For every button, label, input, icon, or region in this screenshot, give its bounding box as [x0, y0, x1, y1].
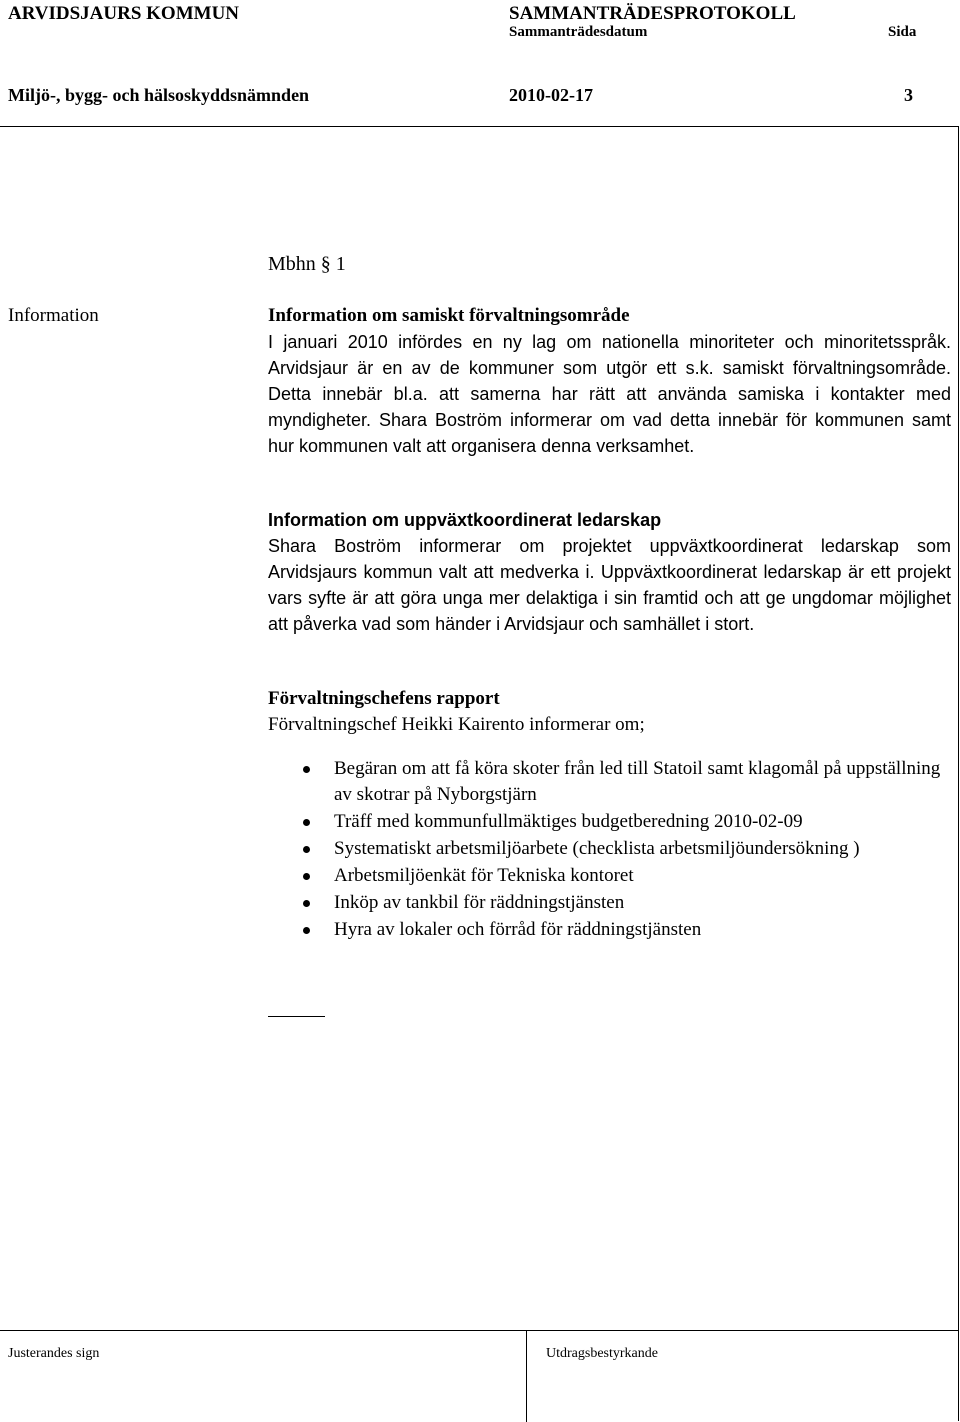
section-side-label: Information: [8, 305, 99, 326]
meeting-date-label: Sammanträdesdatum: [509, 24, 648, 40]
bullet-icon: [303, 873, 310, 880]
end-rule: [268, 1016, 325, 1017]
footer-divider: [526, 1330, 527, 1422]
signature-label: Justerandes sign: [8, 1346, 100, 1361]
bullet-icon: [303, 900, 310, 907]
meeting-date: 2010-02-17: [509, 85, 593, 105]
page-label: Sida: [888, 24, 917, 40]
bullet-icon: [303, 766, 310, 773]
municipality-name: ARVIDSJAURS KOMMUN: [8, 3, 240, 24]
list-item-text: Begäran om att få köra skoter från led till Statoil samt klagomål på uppställning av skotrar på Nyborgstjärn: [334, 758, 941, 805]
list-item: [268, 809, 958, 835]
list-item-text: Inköp av tankbil för räddningstjänsten: [334, 892, 625, 913]
item-rapport: [268, 686, 951, 738]
list-item: [268, 863, 958, 889]
certification-label: Utdragsbestyrkande: [546, 1346, 658, 1361]
list-item: [268, 756, 958, 808]
item-uppvaxt: [268, 507, 951, 637]
item-heading: Information om uppväxtkoordinerat ledarskap: [268, 510, 662, 530]
item-samiskt: [268, 303, 951, 459]
item-text: Förvaltningschef Heikki Kairento informerar om;: [268, 714, 645, 735]
list-item-text: Hyra av lokaler och förråd för räddningstjänsten: [334, 919, 702, 940]
list-item: [268, 917, 958, 943]
list-item-text: Arbetsmiljöenkät för Tekniska kontoret: [334, 865, 634, 886]
document-type: SAMMANTRÄDESPROTOKOLL: [509, 3, 796, 24]
bullet-icon: [303, 927, 310, 934]
footer-rule: [0, 1330, 959, 1331]
item-heading: Förvaltningschefens rapport: [268, 688, 500, 709]
item-heading: Information om samiskt förvaltningsområde: [268, 305, 630, 326]
list-item-text: Systematiskt arbetsmiljöarbete (checklista arbetsmiljöundersökning ): [334, 838, 860, 859]
list-item: [268, 890, 958, 916]
bullet-icon: [303, 819, 310, 826]
list-item: [268, 836, 958, 862]
bullet-icon: [303, 846, 310, 853]
committee-name: Miljö-, bygg- och hälsoskyddsnämnden: [8, 85, 310, 105]
paragraph-id: Mbhn § 1: [268, 253, 346, 275]
item-text: Shara Boström informerar om projektet uppväxtkoordinerat ledarskap som Arvidsjaurs kommun valt att medverka i. Uppväxtkoordinerat ledarskap är ett projekt vars syfte är att göra unga mer delaktiga i sin framtid och att ge ungdomar möjlighet att påverka vad som händer i Arvidsjaur och samhället i stort.: [268, 536, 951, 634]
page-number: 3: [904, 85, 913, 105]
list-item-text: Träff med kommunfullmäktiges budgetberedning 2010-02-09: [334, 811, 803, 832]
report-bullet-list: [268, 756, 958, 944]
item-text: I januari 2010 infördes en ny lag om nationella minoriteter och minoritetsspråk. Arvidsjaur är en av de kommuner som utgör ett s.k. samiskt förvaltningsområde. Detta innebär bl.a. att samerna har rätt att använda samiska i kontakter med myndigheter. Shara Boström informerar om vad detta innebär för kommunen samt hur kommunen valt att organisera denna verksamhet.: [268, 332, 951, 456]
